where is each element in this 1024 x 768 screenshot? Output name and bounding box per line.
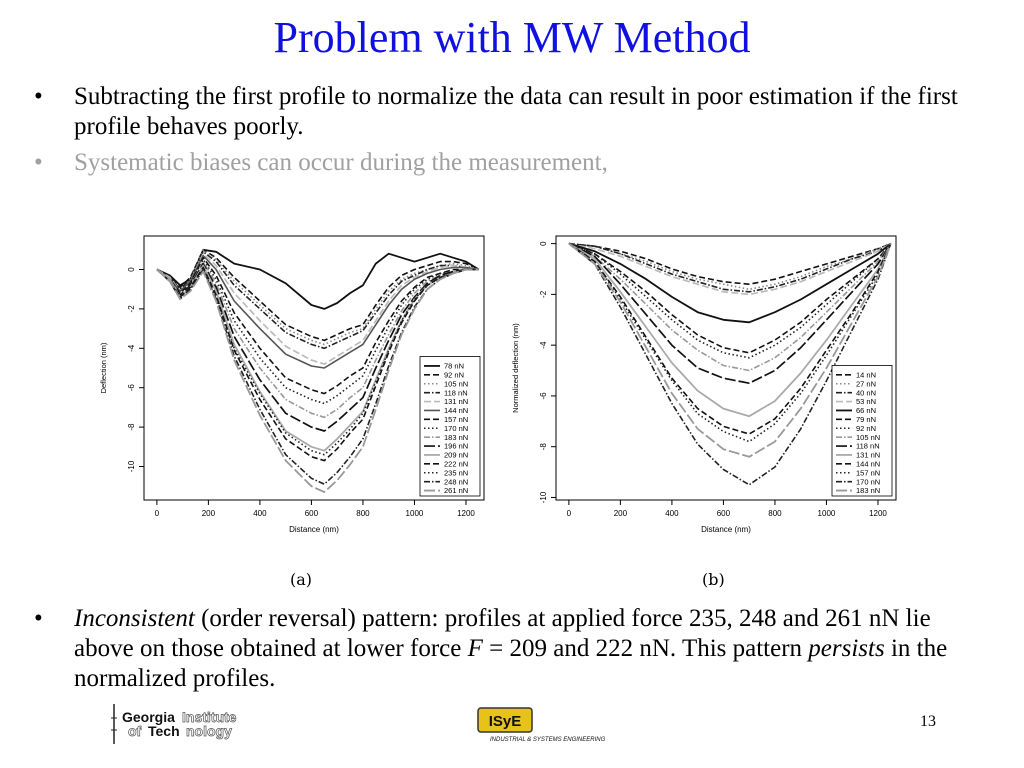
bullet-1 [34, 82, 994, 142]
chart-a-ytick-label: 0 [127, 267, 136, 272]
chart-b-legend-label: 183 nN [856, 486, 881, 496]
bullet-3-seg: = 209 and 222 nN. This pattern [482, 635, 809, 662]
bullet-3-seg: (order reversal) pattern: profiles at applied force 235, 248 and 261 nN lie above on those obtained at lower force [74, 605, 931, 662]
chart-b-ytick-label: -2 [539, 290, 548, 298]
bullet-1-text: Subtracting the first profile to normalize the data can result in poor estimation if the first profile behaves poorly. [74, 83, 958, 140]
gt-wordmark-2a: of [128, 723, 142, 739]
gt-wordmark-1a: Georgia [122, 709, 175, 725]
chart-a-x-axis-label: Distance (nm) [289, 525, 339, 534]
chart-a-ytick-label: -2 [127, 305, 136, 313]
chart-a-xtick-label: 800 [356, 509, 370, 518]
isye-logo [476, 706, 616, 746]
chart-b-legend-label: 53 nN [856, 397, 877, 407]
chart-b-xtick-label: 800 [768, 509, 782, 518]
chart-a-xtick-label: 1000 [405, 509, 424, 518]
chart-a-legend-label: 78 nN [444, 361, 465, 371]
chart-b-ytick-label: -4 [539, 341, 548, 349]
chart-b-legend-label: 14 nN [856, 370, 877, 380]
chart-b-legend-label: 66 nN [856, 406, 877, 416]
chart-a-y-axis-label: Deflection (nm) [99, 342, 108, 394]
chart-b-ytick-label: -6 [539, 392, 548, 400]
chart-a-xtick-label: 0 [154, 509, 160, 518]
chart-b-legend-label: 170 nN [856, 477, 881, 487]
chart-b-legend-label: 79 nN [856, 414, 877, 424]
slide-number: 13 [920, 713, 936, 730]
chart-b-legend-label: 27 nN [856, 379, 877, 389]
chart-b-xtick-label: 1200 [869, 509, 887, 518]
chart-a-legend-label: 235 nN [444, 468, 469, 478]
chart-a-legend-label: 144 nN [444, 406, 469, 416]
chart-b-y-axis-label: Normalized deflection (nm) [511, 323, 520, 413]
chart-a-xtick-label: 600 [304, 509, 319, 518]
bullet-2-text: Systematic biases can occur during the measurement, [74, 149, 608, 176]
chart-a-legend-label: 118 nN [444, 388, 468, 398]
bullet-dot: • [34, 83, 43, 110]
chart-a-caption: (a) [290, 570, 313, 589]
bullet-3-seg: in the normalized profiles. [74, 635, 948, 692]
chart-a-xtick-label: 400 [253, 509, 267, 518]
chart-a-ytick-label: -10 [127, 460, 136, 473]
chart-a-legend-label: 183 nN [444, 432, 469, 442]
chart-b-legend-label: 131 nN [856, 450, 881, 460]
chart-b-legend-label: 118 nN [856, 441, 880, 451]
bullet-3 [34, 604, 994, 694]
gt-wordmark-2b: Tech [148, 723, 180, 739]
chart-a-legend-label: 261 nN [444, 486, 469, 496]
chart-a-legend-label: 157 nN [444, 414, 469, 424]
chart-a-xtick-label: 200 [201, 509, 216, 518]
chart-b-xtick-label: 400 [665, 509, 679, 518]
bullet-dot: • [34, 605, 43, 632]
chart-b-legend-label: 157 nN [856, 468, 881, 478]
chart-b-legend-label: 92 nN [856, 423, 877, 433]
chart-b-legend-label: 40 nN [856, 388, 877, 398]
chart-b-xtick-label: 0 [566, 509, 572, 518]
chart-a-legend-label: 92 nN [444, 370, 465, 380]
chart-a-legend-label: 222 nN [444, 459, 469, 469]
gt-wordmark-2c: nology [186, 723, 232, 739]
chart-b-xtick-label: 600 [716, 509, 731, 518]
chart-a-legend-label: 131 nN [444, 397, 469, 407]
isye-mark: ISyE [488, 713, 522, 730]
chart-a-legend-label: 170 nN [444, 423, 469, 433]
chart-b [506, 228, 906, 553]
georgia-tech-logo [108, 700, 268, 748]
chart-b-ytick-label: -8 [539, 443, 548, 451]
emph-persists: persists [808, 635, 885, 662]
isye-caption: INDUSTRIAL & SYSTEMS ENGINEERING [490, 737, 606, 743]
chart-b-xtick-label: 1000 [817, 509, 836, 518]
chart-b-xtick-label: 200 [613, 509, 628, 518]
chart-a-legend-label: 209 nN [444, 450, 469, 460]
chart-a-legend-label: 248 nN [444, 477, 469, 487]
chart-b-ytick-label: -10 [539, 491, 548, 504]
chart-b-x-axis-label: Distance (nm) [701, 525, 751, 534]
chart-b-ytick-label: 0 [539, 241, 548, 246]
chart-a-ytick-label: -6 [127, 384, 136, 392]
chart-a [94, 228, 494, 553]
chart-a-legend-label: 196 nN [444, 441, 469, 451]
chart-a-legend-label: 105 nN [444, 379, 469, 389]
chart-a-ytick-label: -4 [127, 344, 136, 352]
gt-tower-icon [111, 704, 117, 744]
bullet-dot: • [34, 149, 43, 176]
emph-force-symbol: F [467, 635, 483, 662]
bullet-2 [34, 148, 994, 178]
chart-a-ytick-label: -8 [127, 423, 136, 431]
chart-b-legend-label: 105 nN [856, 432, 881, 442]
bullet-3-text [74, 604, 994, 694]
chart-b-caption: (b) [702, 570, 725, 589]
slide-title: Problem with MW Method [273, 13, 751, 62]
emph-inconsistent: Inconsistent [74, 605, 195, 632]
chart-a-xtick-label: 1200 [457, 509, 475, 518]
chart-b-legend-label: 144 nN [856, 459, 881, 469]
gt-wordmark-1b: Institute [182, 709, 237, 725]
